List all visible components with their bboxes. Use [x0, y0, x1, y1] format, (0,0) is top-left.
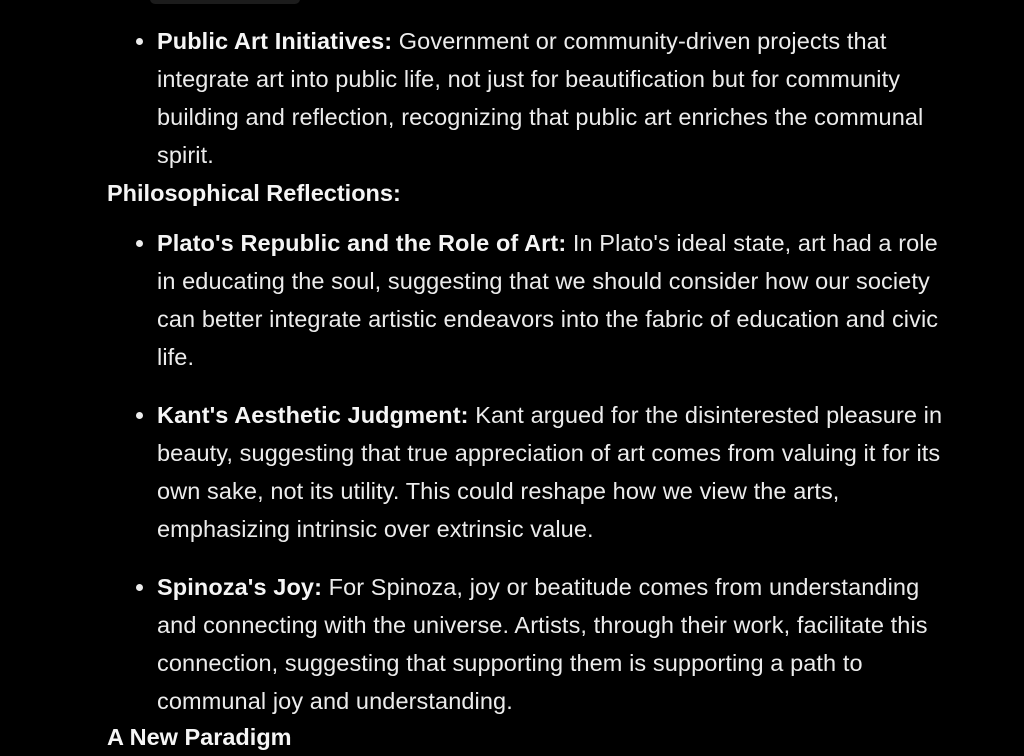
item-term: Kant's Aesthetic Judgment: [157, 402, 469, 428]
philosophical-list [107, 224, 957, 720]
item-term: Plato's Republic and the Role of Art: [157, 230, 567, 256]
list-item-spinoza [107, 568, 957, 720]
item-text: In Plato's ideal state, art had a role in educating the soul, suggesting that we should consider how our society can better integrate artistic endeavors into the fabric of education and civic life. [157, 230, 939, 370]
section-heading-next: A New Paradigm [107, 724, 292, 750]
item-text: Kant argued for the disinterested pleasure in beauty, suggesting that true appreciation of art comes from valuing it for its own sake, not its utility. This could reshape how we view the arts, emphasizing intrinsic over extrinsic value. [157, 402, 943, 542]
list-item-public-art [107, 22, 957, 174]
response-content [107, 0, 957, 720]
bullet-icon [136, 584, 143, 591]
bullet-icon [136, 412, 143, 419]
list-item-plato [107, 224, 957, 376]
item-text: Government or community-driven projects that integrate art into public life, not just for beautification but for community building and reflection, recognizing that public art enriches the communal spirit. [157, 28, 924, 168]
item-text: For Spinoza, joy or beatitude comes from understanding and connecting with the universe. Artists, through their work, facilitate this connection, suggesting that supporting them is supporting a path to communal joy and understanding. [157, 574, 928, 714]
item-term: Public Art Initiatives: [157, 28, 393, 54]
public-art-list [107, 22, 957, 174]
list-item-kant [107, 396, 957, 548]
section-heading-philosophical: Philosophical Reflections: [107, 180, 401, 206]
item-term: Spinoza's Joy: [157, 574, 322, 600]
bullet-icon [136, 240, 143, 247]
bullet-icon [136, 38, 143, 45]
